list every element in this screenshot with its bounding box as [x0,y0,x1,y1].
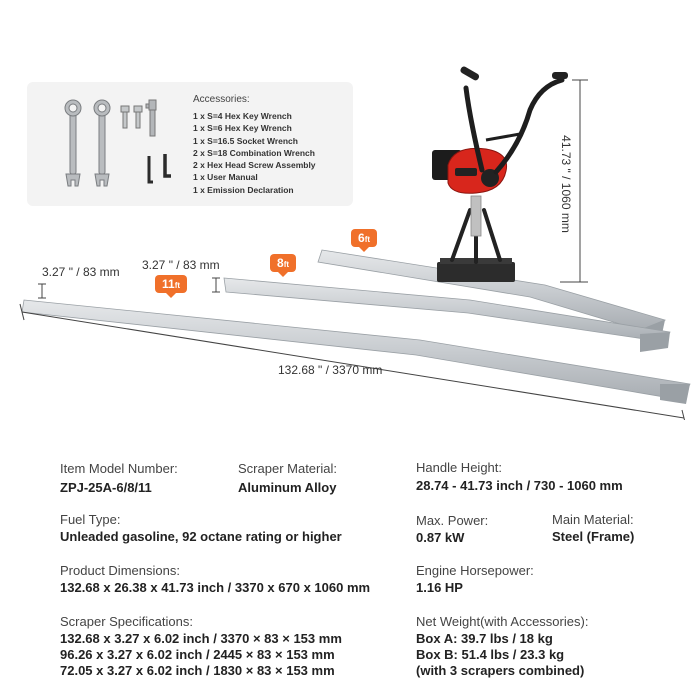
net-weight-row: Box B: 51.4 lbs / 23.3 kg [416,647,565,662]
handle-height-value: 28.74 - 41.73 inch / 730 - 1060 mm [416,478,623,493]
tag-11ft [155,275,187,293]
net-weight-row: (with 3 scrapers combined) [416,663,585,678]
profile-dimension-left: 3.27 " / 83 mm [42,265,120,279]
max-power-label: Max. Power: [416,513,489,528]
accessory-item: 2 x Hex Head Screw Assembly [193,160,316,171]
horsepower-value: 1.16 HP [416,580,463,595]
accessory-item: 1 x Emission Declaration [193,184,294,195]
scraper-material-value: Aluminum Alloy [238,480,337,495]
tag-6ft [351,229,377,247]
tag-6ft-unit: ft [364,235,371,244]
tag-6ft-number: 6 [358,231,365,245]
net-weight-label: Net Weight(with Accessories): [416,614,589,629]
accessory-item: 1 x S=16.5 Socket Wrench [193,135,298,146]
max-power-value: 0.87 kW [416,530,465,545]
profile-dimension-mid: 3.27 " / 83 mm [142,258,220,272]
scraper-spec-row: 72.05 x 3.27 x 6.02 inch / 1830 × 83 × 153 mm [60,663,335,678]
fuel-type-value: Unleaded gasoline, 92 octane rating or higher [60,529,342,544]
main-material-label: Main Material: [552,512,634,527]
tag-8ft-number: 8 [277,256,284,270]
accessory-item: 1 x S=4 Hex Key Wrench [193,111,292,121]
accessory-item: 1 x User Manual [193,172,258,183]
handle-height-label: Handle Height: [416,460,502,475]
tag-11ft-unit: ft [174,281,181,290]
product-dimensions-value: 132.68 x 26.38 x 41.73 inch / 3370 x 670 x 1060 mm [60,580,371,595]
horsepower-label: Engine Horsepower: [416,563,534,578]
product-dimensions-label: Product Dimensions: [60,563,180,578]
accessory-item: 1 x S=6 Hex Key Wrench [193,123,292,134]
tag-8ft-unit: ft [283,260,290,269]
model-label: Item Model Number: [60,461,178,476]
height-dimension-label: 41.73 " / 1060 mm [559,135,573,233]
length-dimension-label: 132.68 " / 3370 mm [278,363,383,377]
scraper-spec-row: 96.26 x 3.27 x 6.02 inch / 2445 × 83 × 153 mm [60,647,335,662]
tag-8ft [270,254,296,272]
scraper-specs-label: Scraper Specifications: [60,614,193,629]
fuel-type-label: Fuel Type: [60,512,121,527]
accessory-item: 2 x S=18 Combination Wrench [193,147,315,158]
accessories-title: Accessories: [193,94,250,105]
scraper-material-label: Scraper Material: [238,461,337,476]
main-material-value: Steel (Frame) [552,529,635,544]
tag-11ft-number: 11 [162,277,175,291]
scraper-spec-row: 132.68 x 3.27 x 6.02 inch / 3370 × 83 × 153 mm [60,631,342,646]
model-value: ZPJ-25A-6/8/11 [60,480,152,495]
net-weight-row: Box A: 39.7 lbs / 18 kg [416,631,553,646]
